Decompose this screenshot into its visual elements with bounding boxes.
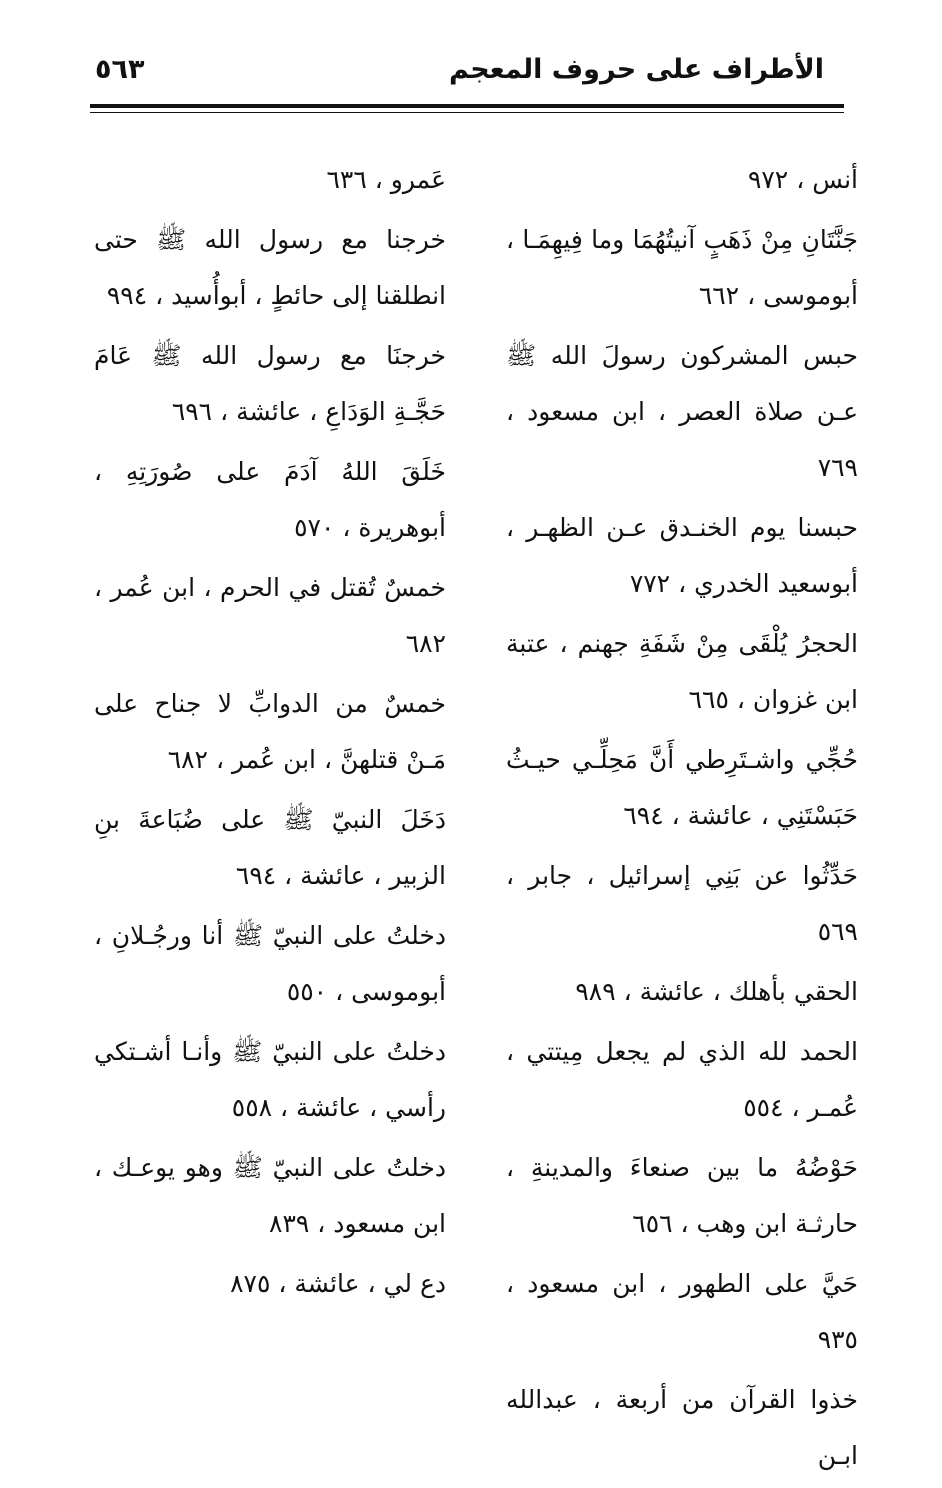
index-entry: دع لي ، عائشة ، ٨٧٥: [230, 1269, 446, 1298]
index-entry: حُجِّي واشـتَرِطي أَنَّ مَحِلِّـي حيـثُ حَبَسْتَنِي ، عائشة ، ٦٩٤: [506, 745, 858, 830]
index-entry: خرجنا مع رسول الله ﷺ حتى انطلقنا إلى حائطٍ ، أبوأُسيد ، ٩٩٤: [94, 225, 446, 310]
running-title: الأطراف على حروف المعجم: [449, 54, 824, 85]
index-entry: خذوا القرآن من أربعة ، عبدالله ابـن: [506, 1385, 858, 1470]
index-entry: الحمد لله الذي لم يجعل مِيتتي ، عُمـر ، ٥٥٤: [506, 1037, 858, 1122]
index-entry: جَنَّتَانِ مِنْ ذَهَبٍ آنيتُهُمَا وما فِيهِمَـا ، أبوموسى ، ٦٦٢: [506, 225, 858, 310]
index-entry: الحجرُ يُلْقَى مِنْ شَفَةِ جهنم ، عتبة ابن غزوان ، ٦٦٥: [506, 629, 858, 714]
index-entry: دَخَلَ النبيّ ﷺ على ضُبَاعةَ بنِ الزبير ، عائشة ، ٦٩٤: [94, 805, 446, 890]
right-column: [506, 152, 858, 1488]
page-number: ٥٦٣: [95, 54, 145, 85]
header-rule-thin: [90, 112, 844, 113]
index-entry: دخلتُ على النبيّ ﷺ وهو يوعـك ، ابن مسعود ، ٨٣٩: [94, 1153, 446, 1238]
index-entry: دخلتُ على النبيّ ﷺ أنا ورجُـلانِ ، أبوموسى ، ٥٥٠: [94, 921, 446, 1006]
index-entry: حَوْضُهُ ما بين صنعاءَ والمدينةِ ، حارثـة ابن وهب ، ٦٥٦: [506, 1153, 858, 1238]
index-entry: حَيَّ على الطهور ، ابن مسعود ، ٩٣٥: [506, 1269, 858, 1354]
page-header: [95, 46, 824, 96]
index-entry: خمسٌ من الدوابِّ لا جناح على مَـنْ قتلهنَّ ، ابن عُمر ، ٦٨٢: [94, 689, 446, 774]
index-entry: الحقي بأهلك ، عائشة ، ٩٨٩: [575, 977, 858, 1006]
index-entry: خرجنَا مع رسول الله ﷺ عَامَ حَجَّـةِ الوَدَاعِ ، عائشة ، ٦٩٦: [94, 341, 446, 426]
index-entry: حبس المشركون رسولَ الله ﷺ عـن صلاة العصر ، ابن مسعود ، ٧٦٩: [506, 341, 858, 482]
header-rule-thick: [90, 104, 844, 108]
index-entry: عَمرو ، ٦٣٦: [326, 165, 446, 194]
index-entry: دخلتُ على النبيّ ﷺ وأنـا أشـتكي رأسي ، عائشة ، ٥٥٨: [94, 1037, 446, 1122]
index-entry: خمسٌ تُقتل في الحرم ، ابن عُمر ، ٦٨٢: [94, 573, 446, 658]
index-entry: أنس ، ٩٧٢: [747, 165, 858, 194]
index-entry: خَلَقَ اللهُ آدَمَ على صُورَتِهِ ، أبوهريرة ، ٥٧٠: [94, 457, 446, 542]
index-entry: حَدِّثُوا عن بَنِي إسرائيل ، جابر ، ٥٦٩: [506, 861, 858, 946]
left-column: [94, 152, 446, 1316]
index-entry: حبسنا يوم الخنـدق عـن الظهـر ، أبوسعيد الخدري ، ٧٧٢: [506, 513, 858, 598]
